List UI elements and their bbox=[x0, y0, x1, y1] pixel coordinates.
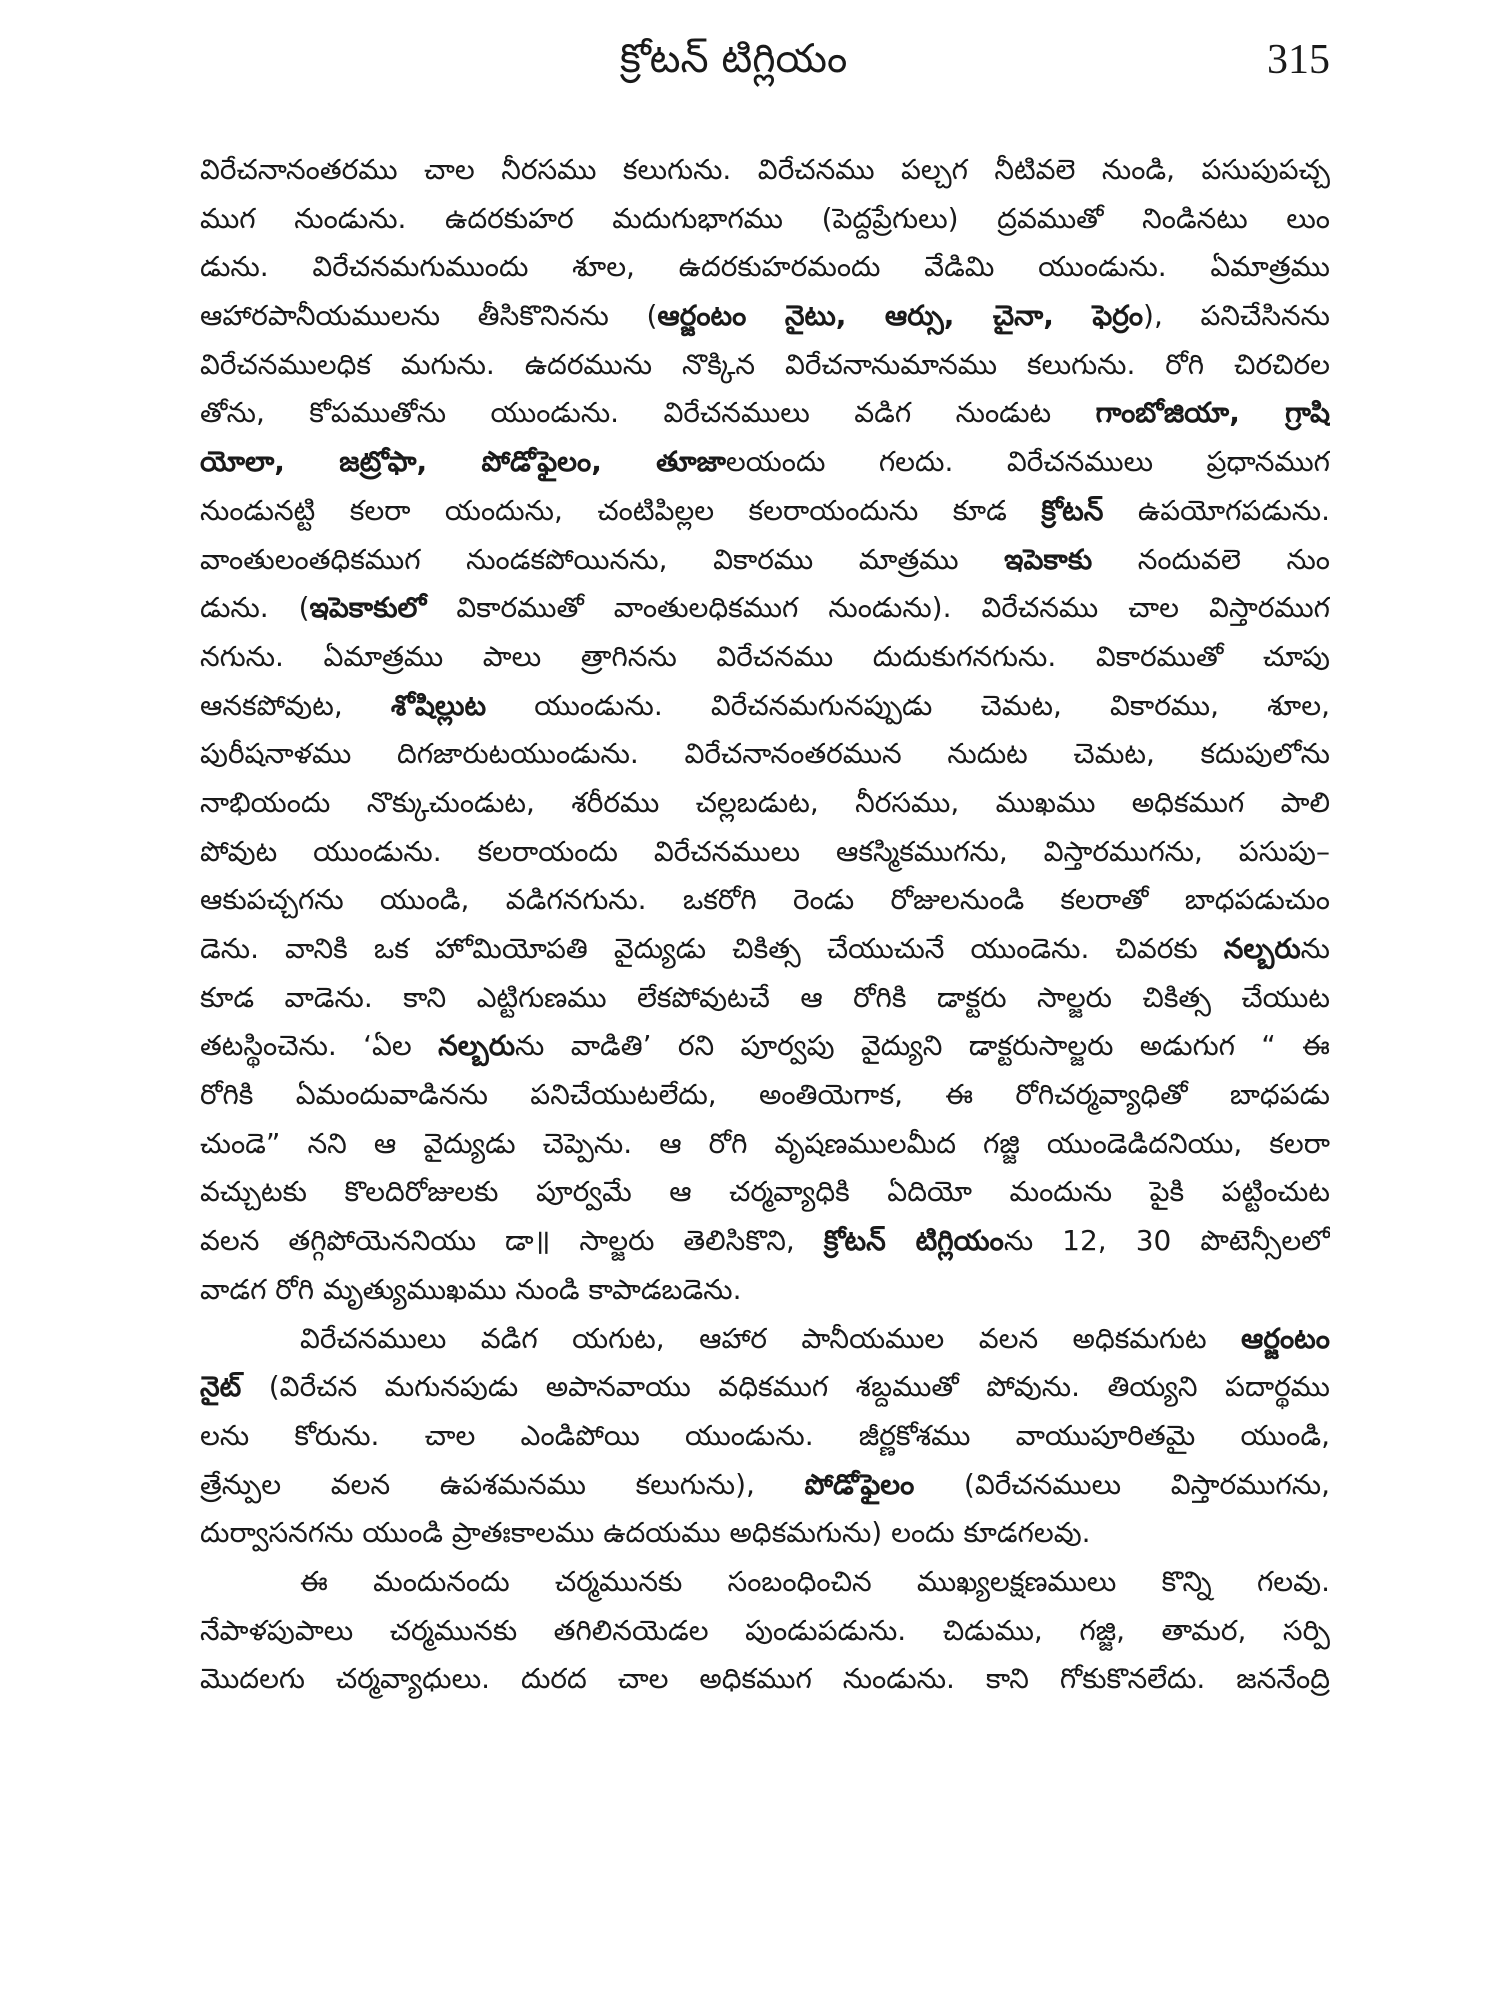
text-segment: నుండునట్టి కలరా యందును, చంటిపిల్లల కలరాయందును కూడ bbox=[200, 493, 1042, 527]
text-line bbox=[200, 195, 1330, 244]
text-segment: ను bbox=[1300, 932, 1330, 965]
text-segment: ఈ మందునందు చర్మమునకు సంబంధించిన ముఖ్యలక్షణములు కొన్ని గలవు. bbox=[300, 1564, 1330, 1598]
bold-term: ఆర్జంటం bbox=[1241, 1321, 1330, 1355]
bold-term: నైట్ bbox=[200, 1370, 242, 1404]
text-segment: డును. విరేచనమగుముందు శూల, ఉదరకుహరమందు వేడిమి యుండును. ఏమాత్రము bbox=[200, 250, 1330, 284]
text-line bbox=[200, 1022, 1330, 1071]
bold-term: నల్బరు bbox=[1223, 932, 1301, 965]
text-segment: దుర్వాసనగను యుండి ప్రాతఃకాలము ఉదయము అధికమగును) లందు కూడగలవు. bbox=[200, 1516, 1091, 1550]
text-line bbox=[200, 584, 1330, 633]
text-line bbox=[200, 1168, 1330, 1217]
text-segment: త్రేన్పుల వలన ఉపశమనము కలుగును), bbox=[200, 1467, 805, 1501]
text-line bbox=[200, 1509, 1330, 1558]
text-line bbox=[200, 1120, 1330, 1169]
text-segment: వచ్చుటకు కొలదిరోజులకు పూర్వమే ఆ చర్మవ్యాధికి ఏదియో మందును పైకి పట్టించుట bbox=[200, 1175, 1330, 1209]
bold-term: శోషిల్లుట bbox=[390, 688, 487, 722]
page-number: 315 bbox=[1267, 37, 1330, 83]
bold-term: , గ్రాషి bbox=[1229, 396, 1330, 430]
text-line bbox=[200, 1071, 1330, 1120]
text-line bbox=[200, 536, 1330, 585]
text-segment: పోవుట యుండును. కలరాయందు విరేచనములు ఆకస్మికముగను, విస్తారముగను, పసుపు– bbox=[200, 834, 1330, 868]
text-segment: ఉపయోగపడును. bbox=[1103, 493, 1330, 527]
bold-term: యోలా, జట్రోఫా, పోడోఫైలం, తూజా bbox=[200, 445, 726, 479]
text-line bbox=[200, 389, 1330, 438]
text-segment: డును. ( bbox=[200, 591, 310, 625]
text-line bbox=[200, 487, 1330, 536]
text-line bbox=[200, 438, 1330, 487]
bold-term: క్రోటన్ టిగ్లియం bbox=[823, 1224, 1004, 1258]
text-line bbox=[200, 146, 1330, 195]
text-segment: డెను. వానికి ఒక హోమియోపతి వైద్యుడు చికిత్స చేయుచునే యుండెను. చివరకు bbox=[200, 932, 1224, 965]
text-line bbox=[200, 1363, 1330, 1412]
text-segment: లను కోరును. చాల ఎండిపోయి యుండును. జీర్ణకోశము వాయుపూరితమై యుండి, bbox=[200, 1418, 1330, 1452]
bold-term: ఇపెకాకు bbox=[1004, 542, 1093, 576]
text-segment: వాంతులంతధికముగ నుండకపోయినను, వికారము మాత్రము bbox=[200, 542, 1005, 576]
bold-term: పోడోఫైలం bbox=[804, 1467, 915, 1501]
text-segment: నాభియందు నొక్కుచుండుట, శరీరము చల్లబడుట, నీరసము, ముఖము అధికముగ పాలి bbox=[200, 785, 1330, 819]
text-line bbox=[200, 1558, 1330, 1607]
text-line bbox=[200, 341, 1330, 390]
text-segment: పురీషనాళము దిగజారుటయుండును. విరేచనానంతరమున నుదుట చెమట, కదుపులోను bbox=[200, 737, 1330, 771]
text-line bbox=[200, 1266, 1330, 1315]
text-line bbox=[200, 1655, 1330, 1704]
body-text bbox=[200, 146, 1330, 1704]
text-line bbox=[200, 876, 1330, 925]
text-segment: ఆకుపచ్చగను యుండి, వడిగనగును. ఒకరోగి రెండు రోజులనుండి కలరాతో బాధపడుచుం bbox=[200, 883, 1330, 917]
text-line bbox=[200, 1607, 1330, 1656]
text-segment: విరేచనానంతరము చాల నీరసము కలుగును. విరేచనము పల్చగ నీటివలె నుండి, పసుపుపచ్చ bbox=[200, 153, 1330, 186]
text-line bbox=[200, 730, 1330, 779]
text-line bbox=[200, 1315, 1330, 1364]
bold-term: గాంబోజియా bbox=[1095, 396, 1230, 430]
text-segment: వలన తగ్గిపోయెననియు డా॥ సాల్జరు తెలిసికొని, bbox=[200, 1224, 824, 1258]
text-segment: తోను, కోపముతోను యుండును. విరేచనములు వడిగ నుండుట bbox=[200, 396, 1096, 430]
text-segment: ముగ నుండును. ఉదరకుహర మదుగుభాగము (పెద్దప్రేగులు) ద్రవముతో నిండినటు లుం bbox=[200, 201, 1330, 235]
bold-term: ఆర్జంటం నైటు, ఆర్సు, చైనా, ఫెర్రం bbox=[657, 299, 1144, 333]
text-segment: విరేచనములధిక మగును. ఉదరమును నొక్కిన విరేచనానుమానము కలుగును. రోగి చిరచిరల bbox=[200, 347, 1330, 381]
text-segment: (విరేచనములు విస్తారముగను, bbox=[914, 1467, 1330, 1501]
text-segment: మొదలగు చర్మవ్యాధులు. దురద చాల అధికముగ నుండును. కాని గోకుకొనలేదు. జననేంద్రి bbox=[200, 1662, 1330, 1696]
bold-term: ఇపెకాకులో bbox=[309, 591, 427, 625]
text-line bbox=[200, 974, 1330, 1023]
text-line bbox=[200, 292, 1330, 341]
text-segment: ను వాడితి’ రని పూర్వపు వైద్యుని డాక్టరుసాల్జరు అడుగుగ “ ఈ bbox=[515, 1029, 1330, 1063]
text-segment: వికారముతో వాంతులధికముగ నుండును). విరేచనము చాల విస్తారముగ bbox=[426, 591, 1330, 625]
text-segment: నగును. ఏమాత్రము పాలు త్రాగినను విరేచనము దుదుకుగనగును. వికారముతో చూపు bbox=[200, 639, 1330, 673]
text-segment: ఆనకపోవుట, bbox=[200, 688, 391, 722]
text-line bbox=[200, 243, 1330, 292]
text-segment: ), పనిచేసినను bbox=[1143, 299, 1330, 333]
text-segment: విరేచనములు వడిగ యగుట, ఆహార పానీయముల వలన అధికమగుట bbox=[300, 1321, 1242, 1355]
text-segment: ఆహారపానీయములను తీసికొనినను ( bbox=[200, 299, 658, 333]
text-segment: రోగికి ఏమందువాడినను పనిచేయుటలేదు, అంతియెగాక, ఈ రోగిచర్మవ్యాధితో బాధపడు bbox=[200, 1078, 1330, 1112]
text-segment: తటస్థించెను. ‘ఏల bbox=[200, 1029, 439, 1063]
text-segment: (విరేచన మగునపుడు అపానవాయు వధికముగ శబ్దముతో పోవును. తియ్యని పదార్థము bbox=[241, 1370, 1330, 1404]
text-line bbox=[200, 828, 1330, 877]
text-segment: వాడగ రోగి మృత్యుముఖము నుండి కాపాడబడెను. bbox=[200, 1272, 742, 1306]
text-segment: చుండె” నని ఆ వైద్యుడు చెప్పెను. ఆ రోగి వృషణములమీద గజ్జి యుండెడిదనియు, కలరా bbox=[200, 1126, 1330, 1160]
text-segment: నందువలె నుం bbox=[1092, 542, 1330, 576]
text-line bbox=[200, 633, 1330, 682]
text-line bbox=[200, 925, 1330, 974]
text-segment: యుండును. విరేచనమగునప్పుడు చెమట, వికారము, శూల, bbox=[486, 688, 1330, 722]
text-line bbox=[200, 682, 1330, 731]
text-line bbox=[200, 779, 1330, 828]
text-segment: నేపాళపుపాలు చర్మమునకు తగిలినయెడల పుండుపడును. చిడుము, గజ్జి, తామర, సర్పి bbox=[200, 1613, 1330, 1647]
text-line bbox=[200, 1461, 1330, 1510]
text-segment: ను 12, 30 పొటెన్సీలలో bbox=[1003, 1224, 1330, 1258]
bold-term: క్రోటన్ bbox=[1041, 493, 1104, 527]
bold-term: నల్బరు bbox=[438, 1029, 516, 1063]
text-segment: లయందు గలదు. విరేచనములు ప్రధానముగ bbox=[725, 445, 1330, 479]
page-header bbox=[200, 28, 1330, 98]
text-line bbox=[200, 1217, 1330, 1266]
text-line bbox=[200, 1412, 1330, 1461]
running-title: క్రోటన్ టిగ్లియం bbox=[620, 36, 848, 82]
text-segment: కూడ వాడెను. కాని ఎట్టిగుణము లేకపోవుటచే ఆ రోగికి డాక్టరు సాల్జరు చికిత్స చేయుట bbox=[200, 980, 1330, 1014]
